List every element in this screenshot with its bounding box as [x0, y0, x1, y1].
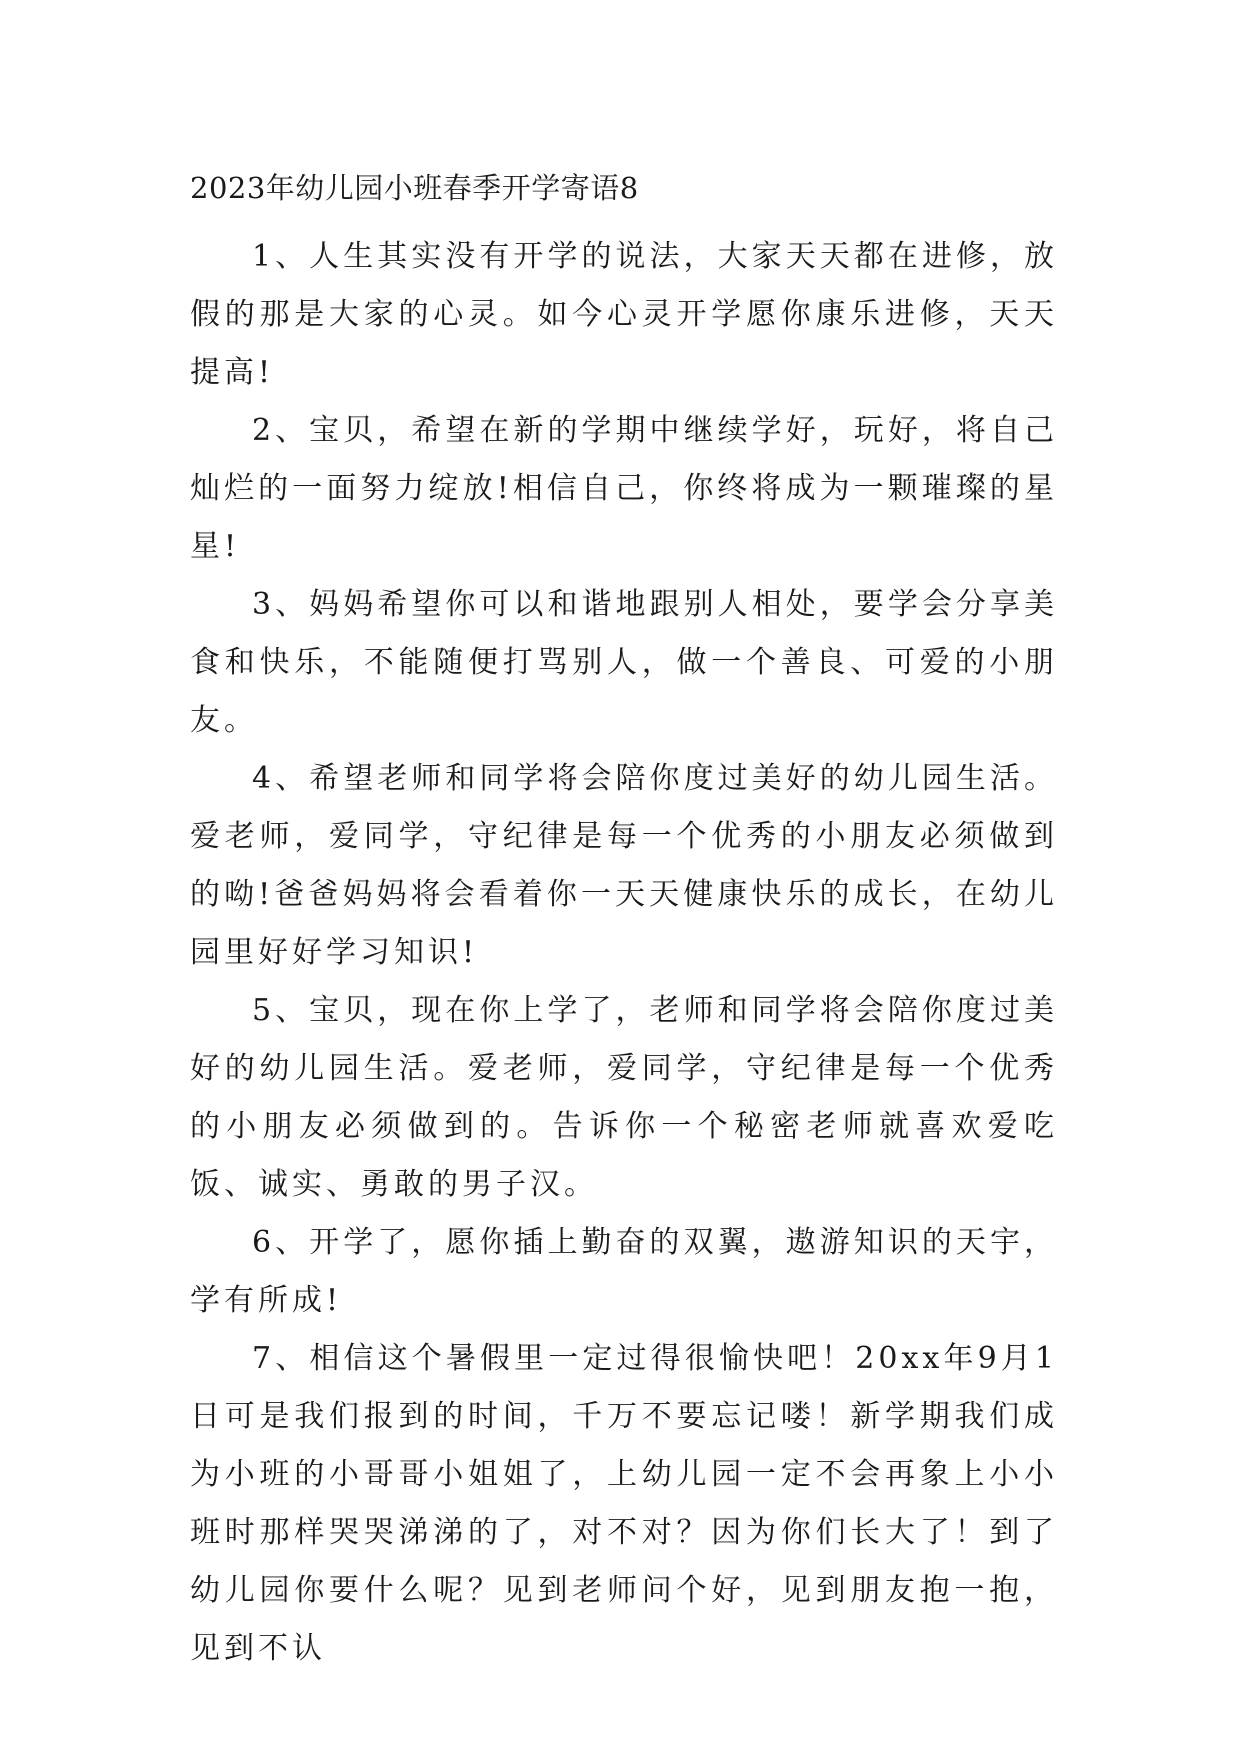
paragraph-6: 6、开学了，愿你插上勤奋的双翼，遨游知识的天宇，学有所成! [190, 1225, 1058, 1318]
document-title: 2023年幼儿园小班春季开学寄语8 [190, 171, 639, 205]
paragraph-3: 3、妈妈希望你可以和谐地跟别人相处，要学会分享美食和快乐，不能随便打骂别人，做一个善良、可爱的小朋友。 [190, 587, 1058, 738]
paragraph-1: 1、人生其实没有开学的说法，大家天天都在进修，放假的那是大家的心灵。如今心灵开学愿你康乐进修，天天提高! [190, 239, 1058, 390]
paragraph-5: 5、宝贝，现在你上学了，老师和同学将会陪你度过美好的幼儿园生活。爱老师，爱同学，守纪律是每一个优秀的小朋友必须做到的。告诉你一个秘密老师就喜欢爱吃饭、诚实、勇敢的男子汉。 [190, 993, 1058, 1202]
paragraph-2: 2、宝贝，希望在新的学期中继续学好，玩好，将自己灿烂的一面努力绽放!相信自己，你终将成为一颗璀璨的星星! [190, 413, 1058, 564]
paragraph-4: 4、希望老师和同学将会陪你度过美好的幼儿园生活。爱老师，爱同学，守纪律是每一个优秀的小朋友必须做到的呦!爸爸妈妈将会看着你一天天健康快乐的成长，在幼儿园里好好学习知识! [190, 761, 1058, 970]
document-body [190, 228, 1058, 1678]
paragraph-7: 7、相信这个暑假里一定过得很愉快吧！20xx年9月1日可是我们报到的时间，千万不要忘记喽！新学期我们成为小班的小哥哥小姐姐了，上幼儿园一定不会再象上小小班时那样哭哭涕涕的了，对不对？因为你们长大了！到了幼儿园你要什么呢？见到老师问个好，见到朋友抱一抱，见到不认 [190, 1341, 1058, 1666]
